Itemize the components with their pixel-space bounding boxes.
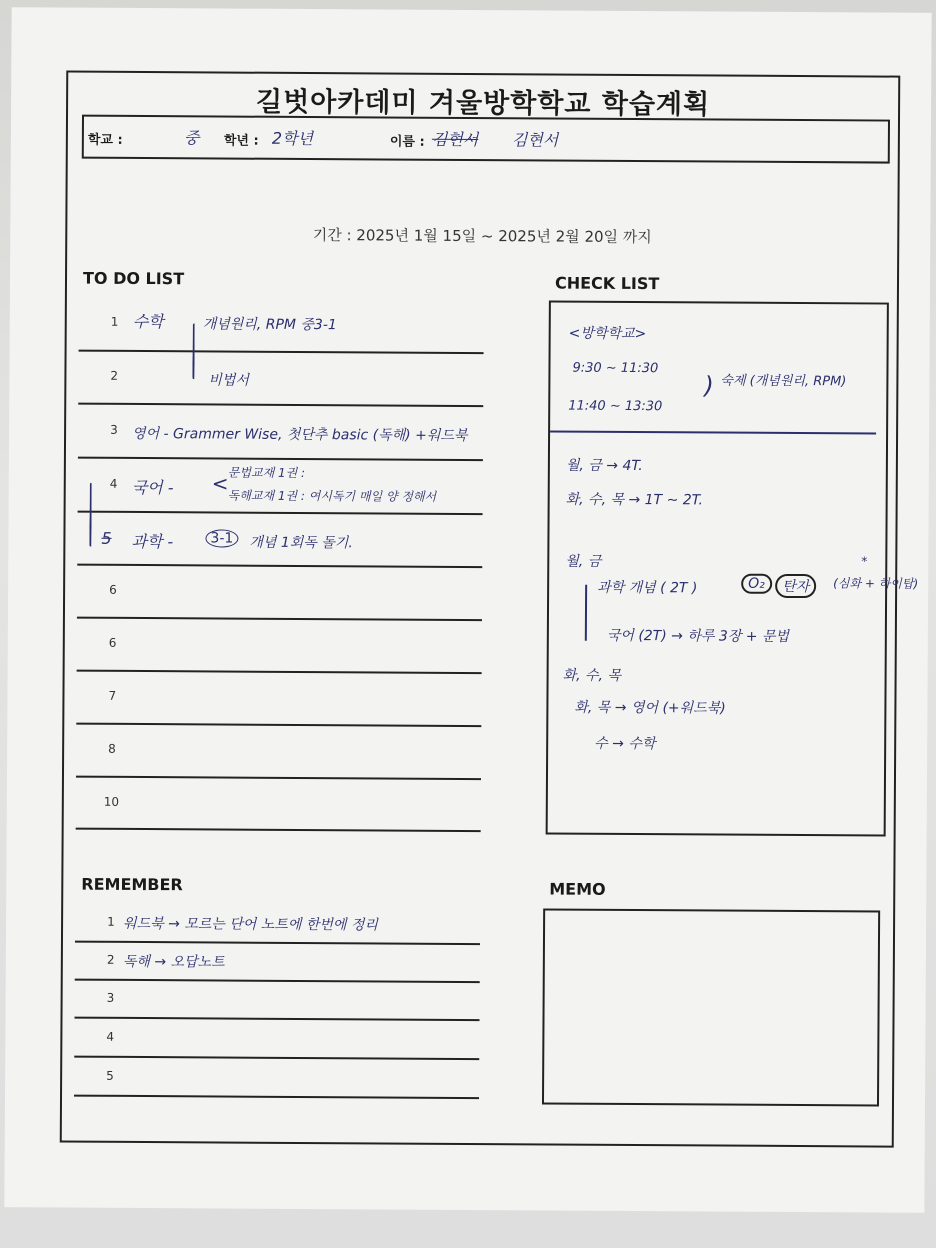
star-mark: *: [861, 554, 868, 569]
todo-entry-korean-b[interactable]: 독해교재 1권 : 여시독기 매일 양 정해서: [227, 488, 437, 504]
checklist-line-7: 화, 목 → 영어 (+워드북): [574, 699, 726, 717]
korean-science-bracket: [89, 483, 91, 547]
todo-number: 1: [110, 314, 119, 329]
todo-line-2: [78, 403, 483, 407]
todo-line-9: [76, 776, 481, 780]
name-label: 이름 :: [389, 134, 425, 150]
time-bracket-mark: ): [704, 371, 714, 400]
todo-number: 6: [108, 635, 117, 650]
remember-line-3: [74, 1017, 479, 1021]
worksheet-frame: [60, 71, 919, 1148]
todo-entry-science-rest[interactable]: 개념 1회독 돌기.: [249, 534, 353, 552]
math-bracket: [192, 323, 194, 379]
checklist-circle-o2: O₂: [741, 574, 772, 594]
remember-line-1: [75, 941, 480, 945]
todo-line-8: [76, 723, 481, 727]
checklist-line-2: 화, 수, 목 → 1T ~ 2T.: [565, 491, 704, 509]
checklist-homework: 숙제 (개념원리, RPM): [720, 373, 847, 390]
checklist-line-1: 월, 금 → 4T.: [565, 457, 643, 475]
todo-number: 7: [108, 688, 117, 703]
todo-entry-korean[interactable]: 국어 -: [131, 477, 174, 498]
todo-entry-math[interactable]: 수학: [132, 311, 164, 332]
grade-label: 학년 :: [223, 133, 259, 149]
checklist-bracket: [585, 585, 587, 641]
checklist-divider: [550, 430, 876, 434]
remember-number: 3: [106, 990, 115, 1005]
todo-number: 3: [110, 422, 118, 437]
checklist-box: [546, 300, 919, 836]
checklist-line-4-note: (심화 + 하이탑): [833, 576, 919, 591]
todo-number-struck: 5: [101, 528, 112, 548]
todo-line-7: [77, 670, 482, 674]
name-value[interactable]: 김현서: [511, 130, 559, 150]
todo-line-3: [78, 457, 483, 461]
remember-line-4: [74, 1056, 479, 1060]
checklist-time-2: 11:40 ~ 13:30: [568, 398, 663, 415]
todo-entry-math-b[interactable]: 비법서: [208, 372, 250, 389]
checklist-line-5: 국어 (2T) → 하루 3장 + 문법: [606, 627, 790, 645]
todo-entry-math-a[interactable]: 개념원리, RPM 중3-1: [202, 316, 337, 334]
checklist-line-6: 화, 수, 목: [562, 667, 622, 684]
remember-title: REMEMBER: [81, 874, 183, 895]
remember-number: 1: [107, 914, 115, 929]
todo-entry-science[interactable]: 과학 -: [131, 531, 174, 552]
remember-entry-2[interactable]: 독해 → 오답노트: [122, 953, 225, 971]
page-title: 길벗아카데미 겨울방학학교 학습계획: [255, 86, 711, 121]
todo-line-6: [77, 617, 482, 621]
school-value[interactable]: 중: [183, 128, 200, 148]
remember-line-2: [75, 979, 480, 983]
korean-bracket-mark: <: [211, 471, 229, 496]
period-text: 기간 : 2025년 1월 15일 ~ 2025년 2월 20일 까지: [312, 226, 652, 247]
grade-value[interactable]: 2학년: [271, 128, 314, 149]
science-circled-level: 3-1: [205, 529, 238, 547]
checklist-line-8: 수 → 수학: [594, 735, 656, 753]
remember-line-5: [74, 1095, 479, 1099]
todo-entry-korean-a[interactable]: 문법교재 1권 :: [227, 465, 306, 481]
todo-line-5: [77, 564, 482, 568]
checklist-header: <방학학교>: [568, 325, 647, 343]
checklist-line-4: 과학 개념 ( 2T ): [597, 579, 698, 597]
todo-number: 2: [110, 368, 119, 383]
remember-number: 4: [106, 1029, 115, 1044]
memo-box[interactable]: [542, 908, 880, 1106]
todo-number: 10: [103, 794, 120, 809]
checklist-title: CHECK LIST: [554, 273, 660, 294]
memo-title: MEMO: [549, 879, 606, 899]
remember-number: 5: [106, 1068, 114, 1083]
todo-number: 8: [108, 741, 116, 756]
school-label: 학교 :: [87, 132, 123, 148]
student-info-box: [82, 115, 890, 164]
todo-number: 4: [109, 476, 118, 491]
todo-entry-english[interactable]: 영어 - Grammer Wise, 첫단추 basic (독해) +워드북: [132, 425, 468, 444]
todo-line-10: [76, 828, 481, 832]
todo-number: 6: [109, 582, 117, 597]
todo-line-1: [79, 350, 484, 354]
checklist-line-3: 월, 금: [565, 553, 602, 570]
worksheet-paper: [4, 7, 931, 1213]
checklist-circle-tanja: 탄자: [775, 574, 816, 598]
checklist-time-1: 9:30 ~ 11:30: [572, 360, 659, 377]
remember-entry-1[interactable]: 워드북 → 모르는 단어 노트에 한번에 정리: [123, 915, 378, 934]
remember-number: 2: [106, 952, 115, 967]
todo-line-4: [78, 511, 483, 515]
todo-title: TO DO LIST: [82, 268, 185, 289]
name-struck-value: 김현서: [431, 129, 479, 150]
